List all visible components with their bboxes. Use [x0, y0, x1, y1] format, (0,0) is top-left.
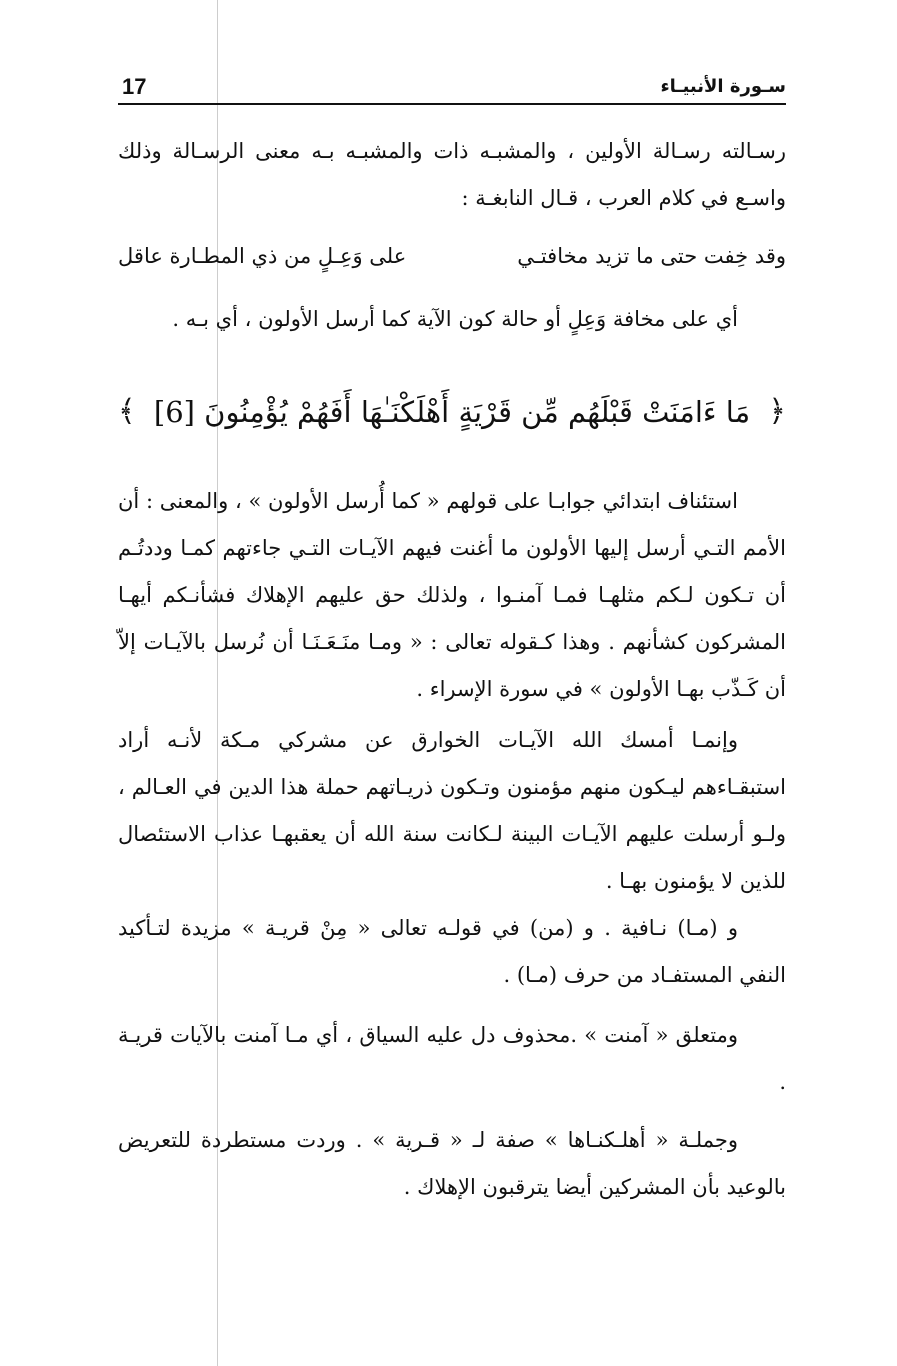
poem-verse [118, 233, 786, 280]
paragraph-7: وجملـة « أهلـكنـاها » صفة لـ « قـرية » . وردت مستطردة للتعريض بالوعيد بأن المشركين أيضا يترقبون الإهلاك . [118, 1128, 786, 1199]
verse-open-bracket: ﴿ [768, 394, 786, 429]
quran-verse [118, 382, 786, 442]
paragraph-6: ومتعلق « آمنت » .محذوف دل عليه السياق ، أي مـا آمنت بالآيات قريـة . [118, 1023, 786, 1094]
page-number: 17 [122, 74, 147, 99]
verse-text: مَا ءَامَنَتْ قَبْلَهُم مِّن قَرْيَةٍ أَهْلَكْنَـٰهَا أَفَهُمْ يُؤْمِنُونَ [6] [153, 395, 751, 429]
paragraph-2: أي على مخافة وَعِلٍ أو حالة كون الآية كما أرسل الأولون ، أي بـه . [172, 307, 738, 331]
verse-close-bracket: ﴾ [118, 394, 136, 429]
paragraph-1: رسـالته رسـالة الأولين ، والمشبـه ذات والمشبـه بـه معنى الرسـالة وذلك واسـع في كلام العرب ، قـال النابغـة : [118, 139, 786, 210]
poem-first-hemistich: وقد خِفت حتى ما تزيد مخافتـي [517, 244, 786, 268]
paragraph-3: استئناف ابتدائي جوابـا على قولهم « كما أُرسل الأولون » ، والمعنى : أن الأمم التـي أرسل إليها الأولون ما أغنت فيهم الآيـات التـي جاءتهم كمـا وددتُـم أن تـكون لـكم مثلهـا فمـا آمنـوا ، ولذلك حق عليهم الإهلاك فشأنـكم أيهـا المشركون كشأنهم . وهذا كـقوله تعالى : « ومـا منَـعَـنَـا أن نُرسل بالآيـات إلاّ أن كَـذّب بهـا الأولون » في سورة الإسراء . [118, 489, 786, 701]
paragraph-5: و (مـا) نـافية . و (من) في قولـه تعالى « مِنْ قريـة » مزيدة لتـأكيد النفي المستفـاد من حرف (مـا) . [118, 916, 786, 987]
poem-second-hemistich: على وَعِـلٍ من ذي المطـارة عاقل [118, 244, 407, 268]
paragraph-4: وإنمـا أمسك الله الآيـات الخوارق عن مشركي مـكة لأنـه أراد استبقـاءهم ليـكون منهم مؤمنون وتـكون ذريـاتهم حملة هذا الدين في العـالم ، ولـو أرسلت عليهم الآيـات البينة لـكانت سنة الله أن يعقبهـا عذاب الاستئصال للذين لا يؤمنون بهـا . [118, 728, 786, 893]
surah-title: سـورة الأنبيـاء [660, 76, 786, 97]
header-rule [118, 103, 786, 105]
page-header [118, 70, 786, 104]
